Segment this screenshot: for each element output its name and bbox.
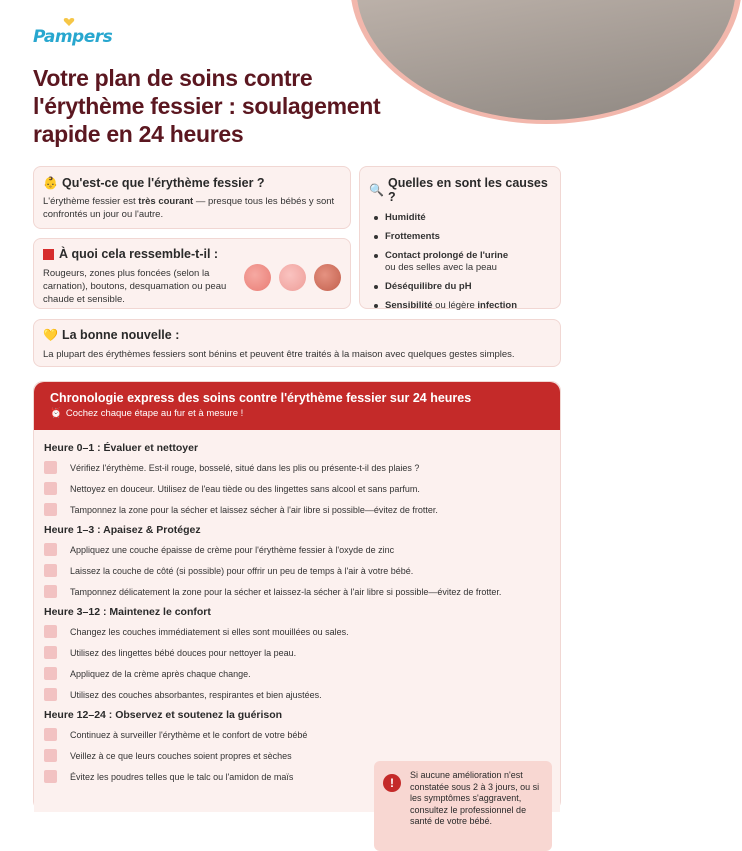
checkbox[interactable] (44, 625, 57, 638)
rash-swatch-pale (279, 264, 306, 291)
step-text: Nettoyez en douceur. Utilisez de l'eau tiède ou des lingettes sans alcool et sans parfum. (70, 483, 420, 494)
step-text: Appliquez une couche épaisse de crème pour l'érythème fessier à l'oxyde de zinc (70, 544, 395, 555)
what-is-text-1: L'érythème fessier est (43, 196, 139, 207)
what-is-heading-row (43, 176, 341, 190)
phase-title: Heure 0–1 : Évaluer et nettoyer (44, 442, 199, 454)
rash-swatches (244, 264, 341, 291)
checkbox[interactable] (44, 770, 57, 783)
checklist-item[interactable] (44, 585, 550, 598)
what-is-text-bold: très courant (138, 196, 194, 207)
cause-item (369, 281, 551, 293)
timeline-panel (33, 381, 561, 826)
causes-heading: Quelles en sont les causes ? (388, 176, 548, 204)
pampers-heart-icon (63, 17, 75, 27)
what-is-heading: Qu'est-ce que l'érythème fessier ? (62, 176, 265, 190)
cause-item (369, 300, 551, 312)
checkbox[interactable] (44, 667, 57, 680)
page-title: Votre plan de soins contre l'érythème fessier : soulagement rapide en 24 heures (33, 65, 381, 147)
timeline-body (34, 430, 560, 826)
what-is-card (33, 166, 351, 229)
checkbox[interactable] (44, 749, 57, 762)
checkbox[interactable] (44, 646, 57, 659)
yellow-heart-icon: 💛 (43, 328, 58, 342)
rash-swatch-dark (314, 264, 341, 291)
looks-like-heading: À quoi cela ressemble-t-il : (59, 247, 219, 261)
good-news-text: La plupart des érythèmes fessiers sont bénins et peuvent être traités à la maison avec quelques gestes simples. (43, 349, 515, 360)
cause-label: Sensibilité (385, 300, 433, 311)
rash-swatch-light (244, 264, 271, 291)
what-is-text-2: — presque tous les bébés y sont confrontés un jour ou l'autre. (43, 196, 335, 220)
step-text: Appliquez de la crème après chaque change. (70, 668, 251, 679)
good-news-card (33, 319, 561, 367)
alarm-clock-icon: ⏰ (50, 408, 62, 419)
checklist-item[interactable] (44, 482, 550, 495)
red-square-icon (43, 249, 54, 260)
checklist-item[interactable] (44, 646, 550, 659)
checkbox[interactable] (44, 503, 57, 516)
cause-item (369, 250, 551, 274)
step-text: Continuez à surveiller l'érythème et le confort de votre bébé (70, 729, 308, 740)
consult-alert (374, 761, 552, 851)
timeline-subtitle-row (50, 408, 544, 419)
checklist-item[interactable] (44, 461, 550, 474)
checkbox[interactable] (44, 564, 57, 577)
what-is-text (43, 195, 341, 221)
step-text: Tamponnez la zone pour la sécher et laissez sécher à l'air libre si possible—évitez de frotter. (70, 504, 438, 515)
causes-heading-row (369, 176, 551, 204)
checkbox[interactable] (44, 482, 57, 495)
timeline-title: Chronologie express des soins contre l'érythème fessier sur 24 heures (50, 391, 472, 405)
cause-label: Déséquilibre du pH (385, 281, 472, 292)
checkbox[interactable] (44, 543, 57, 556)
cause-label: Humidité (385, 212, 426, 223)
step-text: Laissez la couche de côté (si possible) pour offrir un peu de temps à l'air à votre bébé. (70, 565, 414, 576)
step-text: Veillez à ce que leurs couches soient propres et sèches (70, 750, 292, 761)
checklist-item[interactable] (44, 564, 550, 577)
brand-logo: Pampers (33, 27, 113, 47)
step-text: Évitez les poudres telles que le talc ou l'amidon de maïs (70, 771, 294, 782)
checkbox[interactable] (44, 688, 57, 701)
magnifier-icon: 🔍 (369, 183, 384, 197)
step-text: Utilisez des couches absorbantes, respirantes et bien ajustées. (70, 689, 322, 700)
step-text: Tamponnez délicatement la zone pour la sécher et laissez-la sécher à l'air libre si possible—évitez de frotter. (70, 586, 502, 597)
step-text: Changez les couches immédiatement si elles sont mouillées ou sales. (70, 626, 349, 637)
checkbox[interactable] (44, 461, 57, 474)
step-text: Vérifiez l'érythème. Est-il rouge, bosselé, situé dans les plis ou présente-t-il des plaies ? (70, 462, 420, 473)
looks-like-text: Rougeurs, zones plus foncées (selon la carnation), boutons, desquamation ou peau chaude et sensible. (43, 268, 227, 305)
phase-title: Heure 12–24 : Observez et soutenez la guérison (44, 709, 283, 721)
checklist-item[interactable] (44, 728, 550, 741)
looks-like-card (33, 238, 351, 309)
checklist-item[interactable] (44, 667, 550, 680)
step-text: Utilisez des lingettes bébé douces pour nettoyer la peau. (70, 647, 297, 658)
causes-card (359, 166, 561, 309)
alert-text: Si aucune amélioration n'est constatée sous 2 à 3 jours, ou si les symptômes s'aggravent, consultez le professionnel de santé de votre bébé. (410, 770, 540, 826)
checklist-item[interactable] (44, 688, 550, 701)
cause-label-2: infection (477, 300, 518, 311)
checkbox[interactable] (44, 728, 57, 741)
alert-icon: ! (383, 774, 401, 792)
cause-label: Frottements (385, 231, 440, 242)
timeline-header (34, 382, 560, 430)
good-news-heading-row (43, 328, 551, 342)
cause-item (369, 212, 551, 224)
cause-item (369, 231, 551, 243)
cause-sub: ou des selles avec la peau (385, 262, 497, 273)
phase-title: Heure 1–3 : Apaisez & Protégez (44, 524, 201, 536)
checklist-item[interactable] (44, 543, 550, 556)
phase-title: Heure 3–12 : Maintenez le confort (44, 606, 211, 618)
cause-label: Contact prolongé de l'urine (385, 250, 509, 261)
cause-rest: ou légère (432, 300, 478, 311)
checkbox[interactable] (44, 585, 57, 598)
timeline-subtitle: Cochez chaque étape au fur et à mesure ! (65, 408, 244, 419)
good-news-heading: La bonne nouvelle : (62, 328, 180, 342)
checklist-item[interactable] (44, 625, 550, 638)
checklist-item[interactable] (44, 503, 550, 516)
looks-like-heading-row (43, 247, 341, 261)
baby-face-icon: 👶 (43, 176, 58, 190)
